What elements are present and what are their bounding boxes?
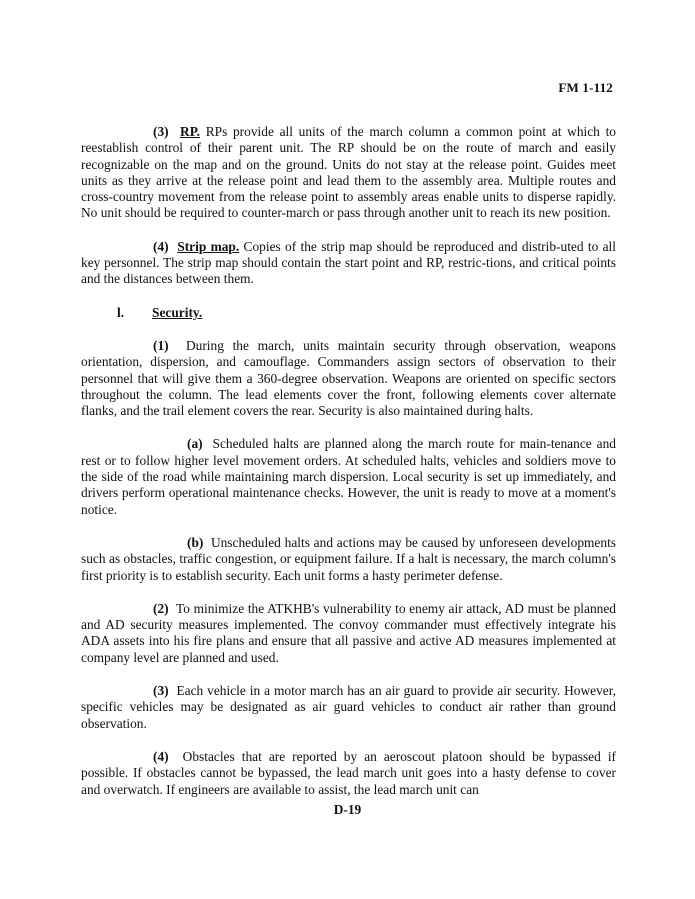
paragraph-number: (2): [153, 600, 169, 616]
paragraph-text: RPs provide all units of the march column a common point at which to reestablish control of their parent unit. The RP should be on the route of march and easily recognizable on the map and on the ground. Units do not stay at the release point. Guides meet units as they arrive at the release point and lead them to the assembly area. Multiple routes and cross-country movement from the release point to assembly areas enable units to disperse rapidly. No unit should be required to counter-march or pass through another unit to reach its new position.: [81, 124, 616, 221]
document-id-header: FM 1-112: [558, 80, 613, 95]
paragraph-heading: RP.: [180, 124, 200, 139]
paragraph-number: (b): [187, 534, 204, 550]
paragraph-text: Copies of the strip map should be reproduced and distrib-uted to all key personnel. The strip map should contain the start point and RP, restric-tions, and critical points and the distances between them.: [81, 238, 616, 287]
paragraph-security-1a: [81, 436, 616, 517]
paragraph-security-1b: [81, 535, 616, 584]
paragraph-number: (3): [153, 124, 169, 139]
paragraph-number: (1): [153, 337, 169, 353]
section-title: Security.: [152, 304, 203, 320]
paragraph-heading: Strip map.: [177, 238, 240, 254]
paragraph-security-2: [81, 601, 616, 666]
paragraph-number: (4): [153, 238, 169, 254]
paragraph-strip-map: [81, 239, 616, 288]
paragraph-number: (a): [187, 436, 203, 452]
page-body: [81, 124, 616, 815]
section-heading: [81, 305, 616, 321]
section-letter: l.: [117, 304, 125, 320]
paragraph-security-3: [81, 683, 616, 732]
page-number-footer: D-19: [333, 802, 362, 817]
paragraph-text: Unscheduled halts and actions may be caused by unforeseen developments such as obstacles, traffic congestion, or equipment failure. If a halt is necessary, the march column's first priority is to establish security. Each unit forms a hasty perimeter defense.: [81, 534, 616, 583]
paragraph-text: Scheduled halts are planned along the march route for main-tenance and rest or to follow higher level movement orders. At scheduled halts, vehicles and soldiers move to the side of the road while maintaining march dispersion. Local security is set up immediately, and drivers perform operational maintenance checks. However, the unit is ready to move at a moment's notice.: [81, 436, 616, 517]
paragraph-rp: [81, 124, 616, 222]
paragraph-text: Each vehicle in a motor march has an air guard to provide air security. However, specific vehicles may be designated as air guard vehicles to conduct air rather than ground observation.: [81, 683, 616, 731]
paragraph-text: Obstacles that are reported by an aeroscout platoon should be bypassed if possible. If obstacles cannot be bypassed, the lead march unit goes into a hasty defense to cover and overwatch. If engineers are available to assist, the lead march unit can: [81, 748, 616, 797]
paragraph-security-4: [81, 749, 616, 798]
paragraph-security-1: [81, 338, 616, 419]
paragraph-text: During the march, units maintain security through observation, weapons orientation, dispersion, and camouflage. Commanders assign sectors of observation to their personnel that will give them a 360-degree observation. Weapons are oriented on specific sectors throughout the column. The lead elements cover the front, following elements cover alternate flanks, and the trail element covers the rear. Security is also maintained during halts.: [81, 337, 617, 419]
paragraph-text: To minimize the ATKHB's vulnerability to enemy air attack, AD must be planned and AD security measures implemented. The convoy commander must effectively integrate his ADA assets into his fire plans and ensure that all passive and active AD measures implemented at company level are planned and used.: [81, 600, 616, 665]
paragraph-number: (3): [153, 683, 169, 699]
paragraph-number: (4): [153, 748, 169, 764]
